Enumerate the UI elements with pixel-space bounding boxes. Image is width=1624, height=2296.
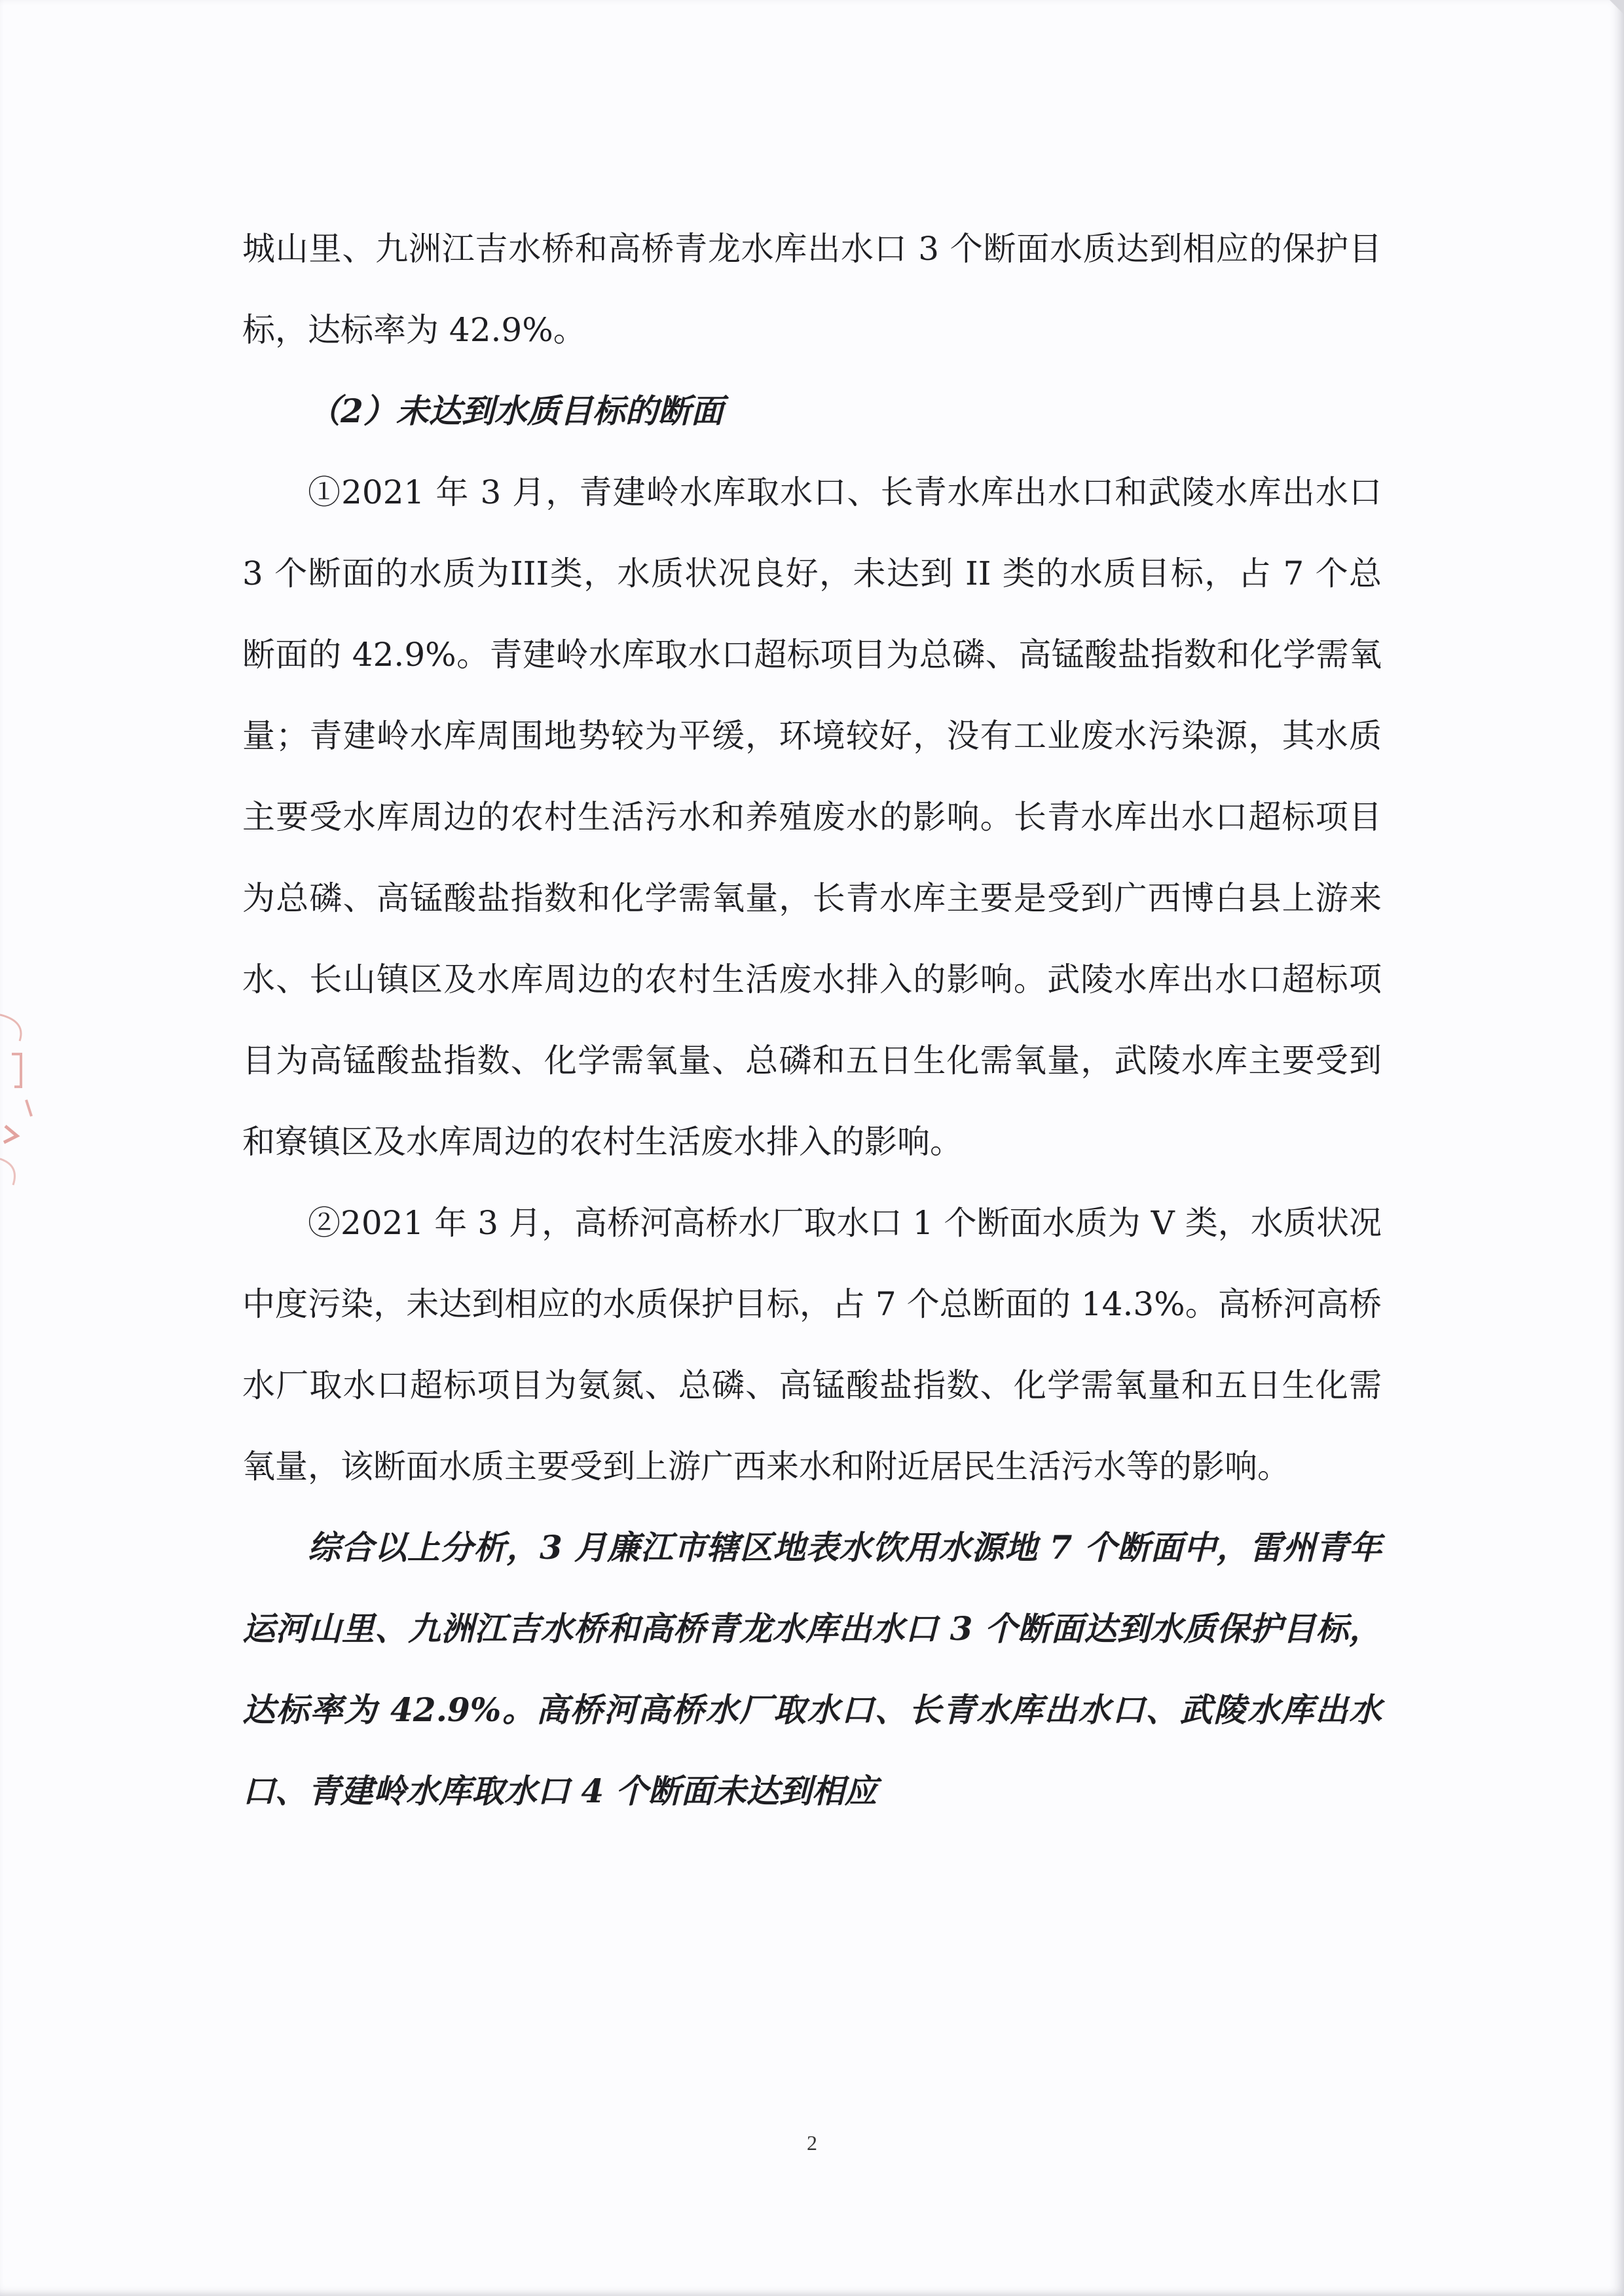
paragraph-summary: 综合以上分析，3 月廉江市辖区地表水饮用水源地 7 个断面中，雷州青年运河山里、九洲江吉水桥和高桥青龙水库出水口 3 个断面达到水质保护目标，达标率为 42.9%。高桥河高桥水厂取水口、长青水库出水口、武陵水库出水口、青建岭水库取水口 4 个断面未达到相应 (242, 1528, 1382, 1810)
paragraph-continuation: 城山里、九洲江吉水桥和高桥青龙水库出水口 3 个断面水质达到相应的保护目标，达标率为 42.9%。 (242, 230, 1382, 349)
document-body (242, 208, 1382, 1832)
page-corner-shadow (1610, 0, 1624, 14)
red-seal-stamp-fragment (0, 1002, 46, 1198)
paragraph-item-2: ②2021 年 3 月，高桥河高桥水厂取水口 1 个断面水质为 V 类，水质状况中度污染，未达到相应的水质保护目标，占 7 个总断面的 14.3%。高桥河高桥水厂取水口超标项目为氨氮、总磷、高锰酸盐指数、化学需氧量和五日生化需氧量，该断面水质主要受到上游广西来水和附近居民生活污水等的影响。 (242, 1204, 1382, 1485)
paragraph-item-1: ①2021 年 3 月，青建岭水库取水口、长青水库出水口和武陵水库出水口 3 个断面的水质为III类，水质状况良好，未达到 II 类的水质目标，占 7 个总断面的 42.9%。青建岭水库取水口超标项目为总磷、高锰酸盐指数和化学需氧量；青建岭水库周围地势较为平缓，环境较好，没有工业废水污染源，其水质主要受水库周边的农村生活污水和养殖废水的影响。长青水库出水口超标项目为总磷、高锰酸盐指数和化学需氧量，长青水库主要是受到广西博白县上游来水、长山镇区及水库周边的农村生活废水排入的影响。武陵水库出水口超标项目为高锰酸盐指数、化学需氧量、总磷和五日生化需氧量，武陵水库主要受到和寮镇区及水库周边的农村生活废水排入的影响。 (242, 473, 1382, 1161)
section-subheading: （2）未达到水质目标的断面 (308, 392, 724, 430)
page-number: 2 (807, 2131, 817, 2155)
